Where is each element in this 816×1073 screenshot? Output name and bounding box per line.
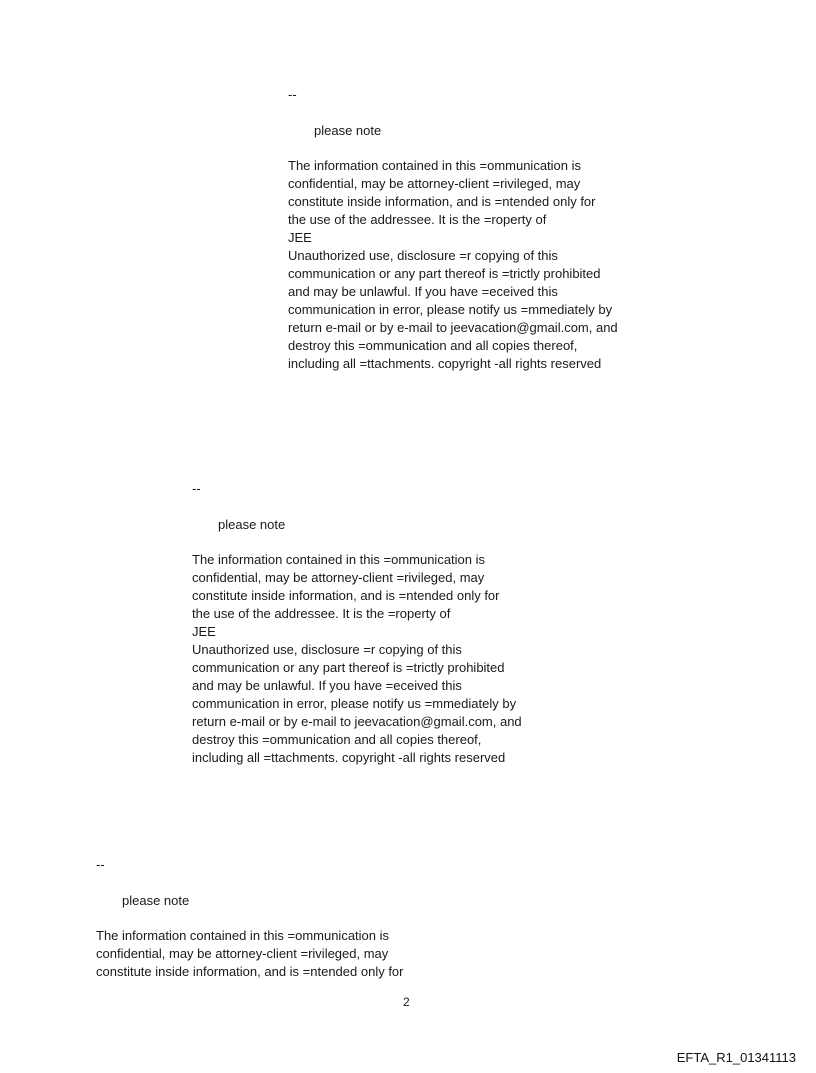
text-line: including all =ttachments. copyright -all rights reserved <box>288 356 602 371</box>
text-line: Unauthorized use, disclosure =r copying of this <box>192 642 462 657</box>
text-line: the use of the addressee. It is the =roperty of <box>192 606 451 621</box>
text-line: communication or any part thereof is =trictly prohibited <box>288 266 601 281</box>
disclaimer-block-2 <box>192 480 522 767</box>
separator: -- <box>96 857 105 872</box>
text-line: Unauthorized use, disclosure =r copying of this <box>288 248 558 263</box>
text-line: constitute inside information, and is =ntended only for <box>192 588 500 603</box>
text-line: JEE <box>288 230 312 245</box>
note-heading: please note <box>314 123 382 138</box>
text-line: including all =ttachments. copyright -all rights reserved <box>192 750 506 765</box>
text-line: communication in error, please notify us =mmediately by <box>192 696 517 711</box>
disclaimer-block-1 <box>288 86 618 373</box>
text-line: return e-mail or by e-mail to jeevacation@gmail.com, and <box>288 320 618 335</box>
text-line: The information contained in this =ommunication is <box>192 552 486 567</box>
separator: -- <box>288 87 297 102</box>
text-line: return e-mail or by e-mail to jeevacation@gmail.com, and <box>192 714 522 729</box>
text-line: confidential, may be attorney-client =rivileged, may <box>192 570 485 585</box>
disclaimer-block-3 <box>96 856 404 981</box>
text-line: The information contained in this =ommunication is <box>288 158 582 173</box>
disclaimer-text <box>192 551 522 767</box>
note-heading: please note <box>218 517 286 532</box>
text-line: constitute inside information, and is =ntended only for <box>288 194 596 209</box>
text-line: communication in error, please notify us =mmediately by <box>288 302 613 317</box>
disclaimer-text <box>288 157 618 373</box>
text-line: destroy this =ommunication and all copies thereof, <box>288 338 578 353</box>
text-line: constitute inside information, and is =ntended only for <box>96 964 404 979</box>
text-line: communication or any part thereof is =trictly prohibited <box>192 660 505 675</box>
disclaimer-text <box>96 927 404 981</box>
page-number: 2 <box>403 995 410 1009</box>
text-line: and may be unlawful. If you have =eceived this <box>288 284 558 299</box>
text-line: confidential, may be attorney-client =rivileged, may <box>96 946 389 961</box>
text-line: The information contained in this =ommunication is <box>96 928 390 943</box>
document-id: EFTA_R1_01341113 <box>676 1050 796 1065</box>
text-line: and may be unlawful. If you have =eceived this <box>192 678 462 693</box>
text-line: JEE <box>192 624 216 639</box>
text-line: the use of the addressee. It is the =roperty of <box>288 212 547 227</box>
text-line: destroy this =ommunication and all copies thereof, <box>192 732 482 747</box>
separator: -- <box>192 481 201 496</box>
text-line: confidential, may be attorney-client =rivileged, may <box>288 176 581 191</box>
note-heading: please note <box>122 893 190 908</box>
